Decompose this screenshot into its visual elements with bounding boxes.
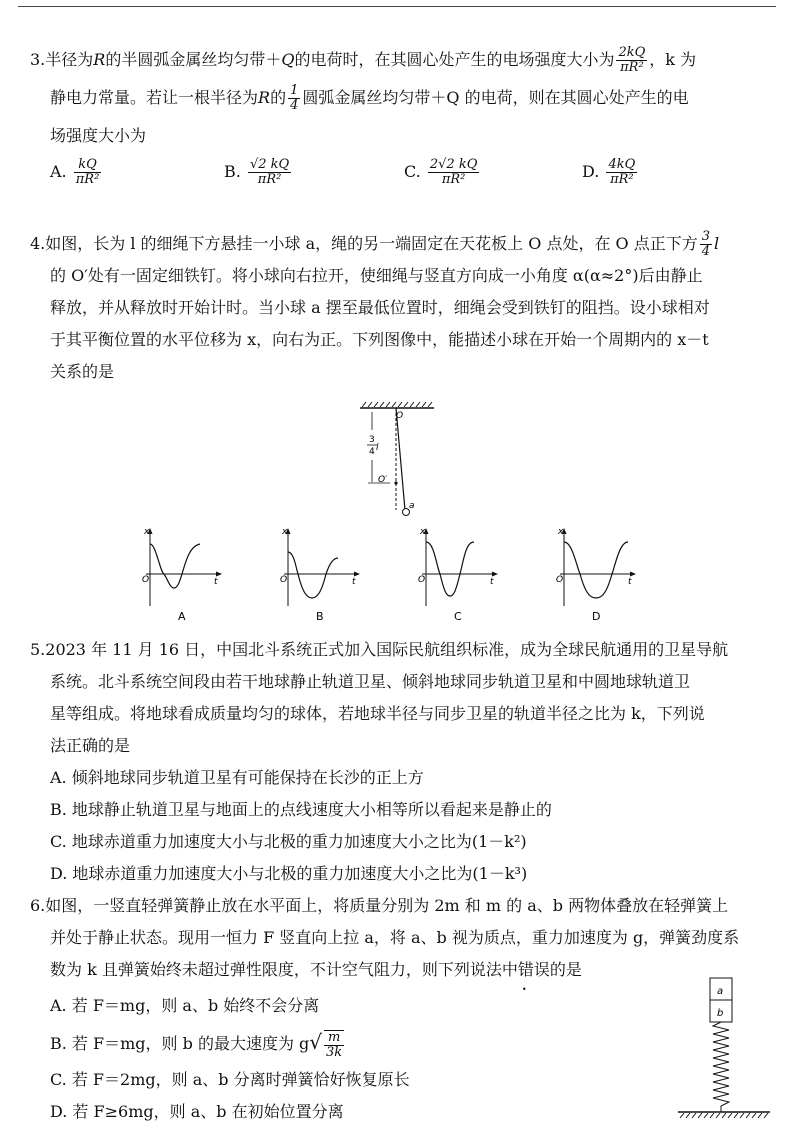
q4-line-5: 关系的是: [50, 362, 115, 381]
q6-number: 6.: [30, 896, 46, 915]
q3-options: [30, 152, 770, 192]
label-four: 4: [369, 447, 375, 457]
q4-line-2: 的 O′处有一固定细铁钉。将小球向右拉开，使细绳与竖直方向成一小角度 α(α≈2°)后由静止: [50, 266, 703, 285]
option-num: √2 kQ: [249, 157, 290, 172]
question-4: [30, 228, 770, 388]
q3-var-r: R: [258, 88, 271, 107]
q3-text: ，k 为: [649, 50, 697, 69]
option-num: kQ: [74, 158, 102, 173]
q4-number: 4.: [30, 234, 46, 253]
origin-label: O: [418, 575, 426, 585]
option-den: πR²: [610, 172, 634, 187]
q6-option-b[interactable]: [30, 1026, 770, 1060]
xt-graphs: [130, 524, 650, 628]
pendulum-figure: [350, 398, 440, 522]
q6-line-1: [30, 890, 770, 922]
q4-frac-den: 4: [701, 244, 711, 259]
axis-x-label: x: [558, 527, 564, 537]
option-label: A.: [50, 162, 67, 181]
q3-option-d[interactable]: [582, 156, 639, 188]
option-num: 2√2 kQ: [429, 157, 478, 172]
q6-emphasis: 错误: [517, 960, 550, 979]
q6-text: 数为 k 且弹簧始终未超过弹性限度，不计空气阻力，则下列说法中: [50, 960, 518, 979]
q4-line-1: [30, 228, 770, 260]
q3-line-1: [30, 44, 770, 76]
q6-option-a[interactable]: A. 若 F＝mg，则 a、b 始终不会分离: [50, 996, 320, 1015]
label-three: 3: [369, 435, 375, 445]
spring-figure: [672, 972, 776, 1122]
option-num: 4kQ: [608, 157, 636, 172]
q3-var-r: R: [93, 50, 106, 69]
string-line: [396, 408, 405, 510]
q4-text: 如图，长为 l 的细绳下方悬挂一小球 a，绳的另一端固定在天花板上 O 点处，在 O 点正下方: [45, 234, 698, 253]
q6-line-3: [30, 954, 770, 986]
graph-a[interactable]: [142, 527, 222, 623]
graph-c[interactable]: [418, 527, 498, 623]
graph-b[interactable]: [280, 527, 360, 623]
q3-frac-den: πR²: [620, 60, 644, 75]
q5-number: 5.: [30, 640, 46, 659]
q6-option-c[interactable]: C. 若 F＝2mg，则 a、b 分离时弹簧恰好恢复原长: [50, 1070, 410, 1089]
q5-line-1: [30, 634, 770, 666]
option-den: πR²: [441, 172, 466, 187]
q5-option-c[interactable]: C. 地球赤道重力加速度大小与北极的重力加速度大小之比为(1－k²): [50, 832, 527, 851]
q5-line-4: 法正确的是: [50, 736, 131, 755]
axis-x-label: x: [282, 527, 288, 537]
q3-quarter: [288, 84, 300, 113]
origin-label: O: [142, 575, 150, 585]
nail-point: [394, 481, 397, 484]
question-5: [30, 634, 770, 890]
q3-line-2: [30, 82, 770, 114]
q3-text: 半径为: [45, 50, 94, 69]
option-label: D.: [582, 162, 600, 181]
q6-text: 如图，一竖直轻弹簧静止放在水平面上，将质量分别为 2m 和 m 的 a、b 两物体叠放在轻弹簧上: [45, 896, 729, 915]
q5-line-2: 系统。北斗系统空间段由若干地球静止轨道卫星、倾斜地球同步轨道卫星和中圆地球轨道卫: [50, 672, 691, 691]
sqrt-num: m: [324, 1031, 344, 1046]
axis-t-label: t: [628, 577, 632, 587]
q6-option-d[interactable]: D. 若 F≥6mg，则 a、b 在初始位置分离: [50, 1102, 344, 1121]
label-o-prime: O′: [378, 475, 388, 485]
label-l: l: [376, 443, 379, 453]
origin-label: O: [280, 575, 288, 585]
q3-text: 静电力常量。若让一根半径为: [50, 88, 259, 107]
q3-option-b[interactable]: [224, 156, 293, 188]
q3-var-q: Q: [281, 50, 295, 69]
origin-label: O: [556, 575, 564, 585]
q3-text: 的: [270, 88, 287, 107]
option-label: B.: [224, 162, 241, 181]
q5-option-a[interactable]: A. 倾斜地球同步轨道卫星有可能保持在长沙的正上方: [50, 768, 424, 787]
q3-text: 的半圆弧金属丝均匀带＋: [105, 50, 282, 69]
q4-frac-num: 3: [701, 229, 711, 244]
question-3: [30, 44, 770, 192]
q3-line-3: 场强度大小为: [50, 126, 147, 145]
graph-d[interactable]: [556, 527, 636, 623]
spring-coil: [713, 1022, 729, 1112]
q3-frac-field: [616, 46, 647, 75]
q4-line-4: 于其平衡位置的水平位移为 x，向右为正。下列图像中，能描述小球在开始一个周期内的 x－t: [50, 330, 709, 349]
q3-text: 圆弧金属丝均匀带＋Q 的电荷，则在其圆心处产生的电: [302, 88, 689, 107]
option-label: C.: [404, 162, 421, 181]
q3-text: 的电荷时，在其圆心处产生的电场强度大小为: [294, 50, 615, 69]
axis-x-label: x: [144, 527, 150, 537]
graph-label: A: [178, 610, 186, 623]
q5-option-d[interactable]: D. 地球赤道重力加速度大小与北极的重力加速度大小之比为(1－k³): [50, 864, 528, 883]
graph-label: C: [454, 610, 462, 623]
q3-option-a[interactable]: [50, 156, 103, 188]
axis-t-label: t: [490, 577, 494, 587]
q4-line-3: 释放，并从释放时开始计时。当小球 a 摆至最低位置时，细绳会受到铁钉的阻挡。设小球相对: [50, 298, 710, 317]
axis-x-label: x: [420, 527, 426, 537]
graph-label: B: [316, 610, 324, 623]
q6-line-2: 并处于静止状态。现用一恒力 F 竖直向上拉 a，将 a、b 视为质点，重力加速度为 g，弹簧劲度系: [50, 928, 740, 947]
q3-frac-num: 2kQ: [618, 45, 646, 60]
label-b: b: [717, 1008, 724, 1019]
label-o: O: [396, 411, 404, 421]
ground-hatch: [680, 1113, 768, 1118]
q5-option-b[interactable]: B. 地球静止轨道卫星与地面上的点线速度大小相等所以看起来是静止的: [50, 800, 552, 819]
q6-text: B. 若 F＝mg，则 b 的最大速度为 g: [50, 1034, 310, 1053]
q4-frac-tail: l: [714, 234, 720, 253]
graph-label: D: [592, 610, 601, 623]
sqrt-den: 3k: [326, 1044, 343, 1060]
q3-quarter-den: 4: [290, 98, 299, 113]
q3-quarter-num: 1: [290, 83, 299, 98]
sqrt-sign: √: [309, 1030, 323, 1054]
axis-t-label: t: [352, 577, 356, 587]
ceiling-hatch: [362, 402, 432, 407]
q5-line-3: 星等组成。将地球看成质量均匀的球体，若地球半径与同步卫星的轨道半径之比为 k，下列说: [50, 704, 705, 723]
q5-text: 2023 年 11 月 16 日，中国北斗系统正式加入国际民航组织标准，成为全球民航通用的卫星导航: [45, 640, 729, 659]
q3-option-c[interactable]: [404, 156, 481, 188]
label-a: a: [717, 986, 724, 997]
axis-t-label: t: [214, 577, 218, 587]
option-den: πR²: [257, 172, 282, 187]
question-6: [30, 890, 770, 1128]
top-rule: [18, 6, 776, 7]
q6-text: 的是: [549, 960, 582, 979]
label-a: a: [409, 501, 415, 511]
option-den: πR²: [75, 172, 100, 187]
q3-number: 3.: [30, 50, 46, 69]
